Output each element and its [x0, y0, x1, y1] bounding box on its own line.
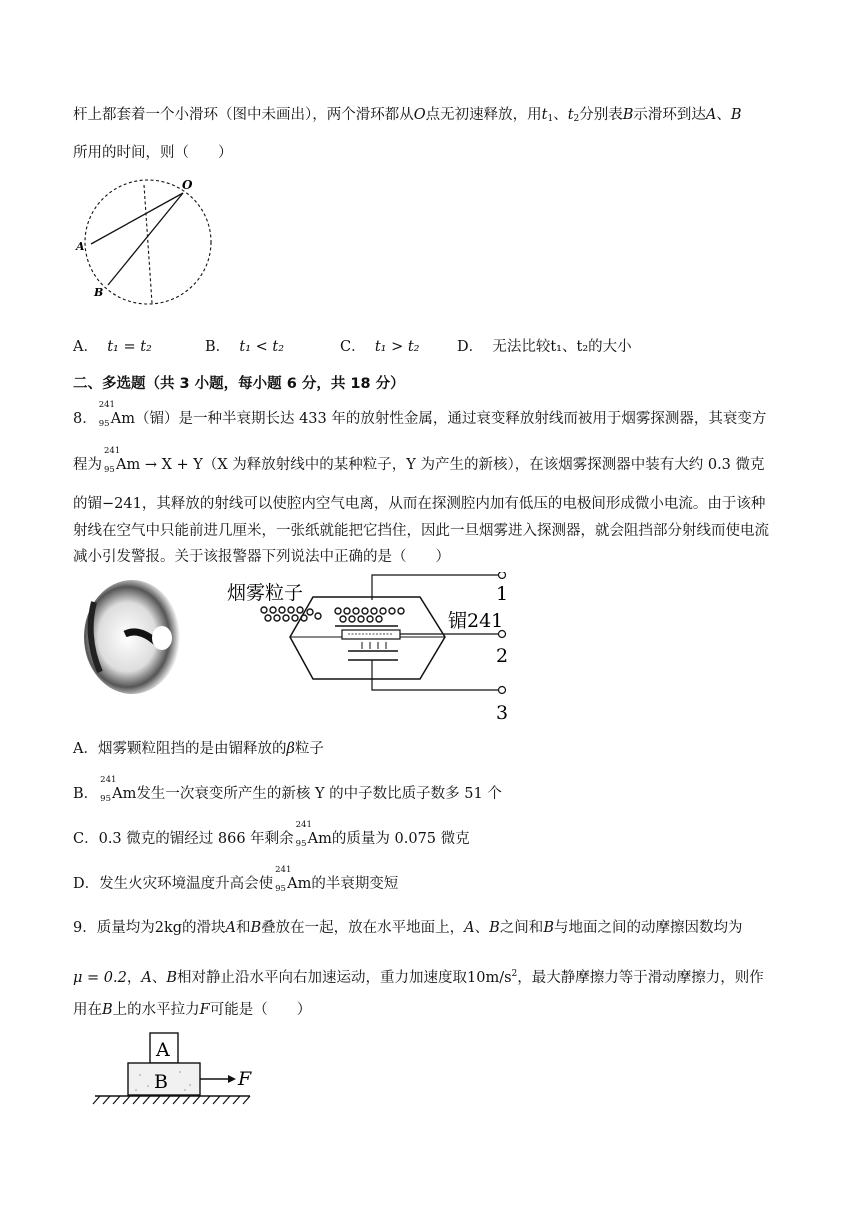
q7-line2: 所用的时间，则（ ） [73, 145, 233, 161]
q8-option-d: D．发生火灾环境温度升高会使 241 95 Am的半衰期变短 [73, 865, 399, 894]
nuclide-am-eq: 241 95 Am [104, 446, 141, 475]
label-block-b: B [154, 1071, 168, 1093]
label-A: A [76, 240, 85, 253]
nuclide-am: 241 95 Am [98, 400, 135, 429]
label-block-a: A [156, 1039, 170, 1061]
q7-option-c: C． t₁ > t₂ [340, 339, 420, 355]
q7-option-a: A． t₁ = t₂ [73, 339, 152, 355]
q8-line1: 8． 241 95 Am（镅）是一种半衰期长达 433 年的放射性金属，通过衰变释放射线而被用于烟雾探测器，其衰变方 [73, 400, 767, 429]
label-terminal-1: 1 [496, 583, 509, 605]
label-am241: 镅241 [448, 610, 504, 632]
q8-option-b: B． 241 95 Am发生一次衰变所产生的新核 Y 的中子数比质子数多 51 个 [73, 775, 502, 804]
terminal-3 [499, 687, 506, 694]
terminal-1 [499, 572, 506, 579]
label-terminal-2: 2 [496, 645, 509, 667]
q8-option-a: A．烟雾颗粒阻挡的是由镅释放的β粒子 [73, 741, 324, 757]
ground-hatch [93, 1096, 250, 1104]
label-smoke: 烟雾粒子 [227, 582, 304, 604]
q7-option-b: B． t₁ < t₂ [205, 339, 285, 355]
section-title: 二、多选题（共 3 小题，每小题 6 分，共 18 分） [73, 376, 405, 392]
q7-circle-figure [72, 170, 222, 310]
label-force-f: F [238, 1068, 252, 1090]
q8-line5: 减小引发警报。关于该报警器下列说法中正确的是（ ） [73, 549, 450, 565]
label-O: O [182, 178, 193, 192]
q9-line3: 用在B上的水平拉力F可能是（ ） [73, 1002, 312, 1018]
q7-option-d: D． 无法比较t₁、t₂的大小 [457, 339, 632, 355]
q9-line2: μ = 0.2，A、B相对静止沿水平向右加速运动，重力加速度取$10m/s^2$，最大静摩擦力等于滑动摩擦力，则作 [73, 969, 764, 986]
q7-line1: 杆上都套着一个小滑环（图中未画出），两个滑环都从O点无初速释放，用$t_1$、$t_2$分别表B示滑环到达A、B [73, 107, 742, 124]
q8-detector-figure [80, 572, 520, 722]
q9-line1: 9．质量均为2kg的滑块A和B叠放在一起，放在水平地面上，A、B之间和B与地面之间的动摩擦因数均为 [73, 920, 743, 936]
q8-line3: 的镅−241，其释放的射线可以使腔内空气电离，从而在探测腔内加有低压的电极间形成微小电流。由于该种 [73, 496, 766, 512]
label-B: B [94, 286, 104, 299]
q8-option-c: C．0.3 微克的镅经过 866 年剩余 241 95 Am的质量为 0.075 微克 [73, 820, 470, 849]
q8-line2: 程为 241 95 Am → X + Y（X 为释放射线中的某种粒子，Y 为产生的新核），在该烟雾探测器中装有大约 0.3 微克 [73, 446, 765, 475]
q8-line4: 射线在空气中只能前进几厘米，一张纸就能把它挡住，因此一旦烟雾进入探测器，就会阻挡部分射线而使电流 [73, 523, 769, 539]
q9-blocks-figure [90, 1030, 270, 1110]
label-terminal-3: 3 [496, 702, 509, 722]
smoke-particles [261, 607, 404, 622]
